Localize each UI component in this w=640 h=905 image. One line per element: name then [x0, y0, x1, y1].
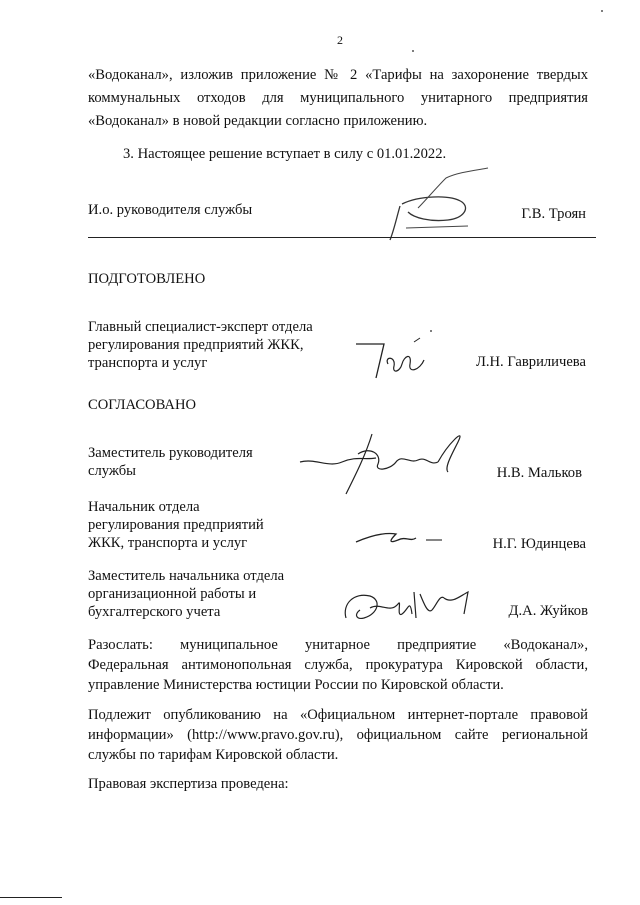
signature-yudintseva: [354, 522, 446, 552]
publication-notice: [88, 705, 588, 765]
position-line: Заместитель начальника отдела: [88, 568, 285, 584]
position-line: транспорта и услуг: [88, 355, 208, 371]
agreed-name-1: Н.В. Мальков: [496, 465, 582, 481]
agreed-name-3: Д.А. Жуйков: [508, 603, 588, 619]
agreed-position-3: [88, 567, 284, 621]
page-number: 2: [337, 33, 343, 47]
legal-review-note: Правовая экспертиза проведена:: [88, 776, 289, 792]
paragraph-effective-date: 3. Настоящее решение вступает в силу с 01.01.2022.: [123, 146, 447, 162]
signature-troyan: [378, 168, 498, 246]
footnote-rule: [0, 897, 62, 898]
paragraph-line: информации» (http://www.pravo.gov.ru), официальном сайте региональной: [88, 727, 588, 743]
paragraph-line: Разослать: муниципальное унитарное предприятие «Водоканал»,: [88, 637, 588, 653]
paragraph-line: коммунальных отходов для муниципального унитарного предприятия: [88, 90, 588, 106]
separator-line: [88, 237, 596, 238]
paragraph-line: Подлежит опубликованию на «Официальном интернет-портале правовой: [88, 707, 588, 723]
signature-gavrilicheva: [354, 334, 434, 382]
agreed-position-2: [88, 498, 264, 552]
agreed-name-2: Н.Г. Юдинцева: [492, 536, 586, 552]
scan-speck: [430, 330, 432, 332]
prepared-heading: ПОДГОТОВЛЕНО: [88, 271, 206, 287]
paragraph-line: «Водоканал», изложив приложение № 2 «Тарифы на захоронение твердых: [88, 67, 588, 83]
position-line: бухгалтерского учета: [88, 604, 221, 620]
distribution-list: [88, 635, 588, 695]
prepared-position: [88, 318, 313, 372]
position-line: организационной работы и: [88, 586, 257, 602]
signatory-position: И.о. руководителя службы: [88, 202, 253, 218]
paragraph-line: управление Министерства юстиции России по Кировской области.: [88, 677, 504, 693]
position-line: Главный специалист-эксперт отдела: [88, 319, 313, 335]
paragraph-amendment: [88, 64, 588, 133]
agreed-heading: СОГЛАСОВАНО: [88, 397, 197, 413]
signature-zhuykov: [340, 584, 476, 628]
agreed-position-1: [88, 444, 253, 480]
scan-speck: [412, 50, 414, 52]
paragraph-line: службы по тарифам Кировской области.: [88, 747, 339, 763]
signature-malkov: [298, 424, 470, 500]
paragraph-line: Федеральная антимонопольная служба, прокуратура Кировской области,: [88, 657, 588, 673]
position-line: ЖКК, транспорта и услуг: [88, 535, 248, 551]
position-line: регулирования предприятий ЖКК,: [88, 337, 304, 353]
scan-speck: [601, 10, 603, 12]
signatory-name: Г.В. Троян: [521, 206, 586, 222]
position-line: Заместитель руководителя: [88, 445, 253, 461]
position-line: Начальник отдела: [88, 499, 200, 515]
prepared-name: Л.Н. Гавриличева: [475, 354, 586, 370]
position-line: службы: [88, 463, 136, 479]
position-line: регулирования предприятий: [88, 517, 264, 533]
paragraph-line: «Водоканал» в новой редакции согласно приложению.: [88, 113, 428, 129]
